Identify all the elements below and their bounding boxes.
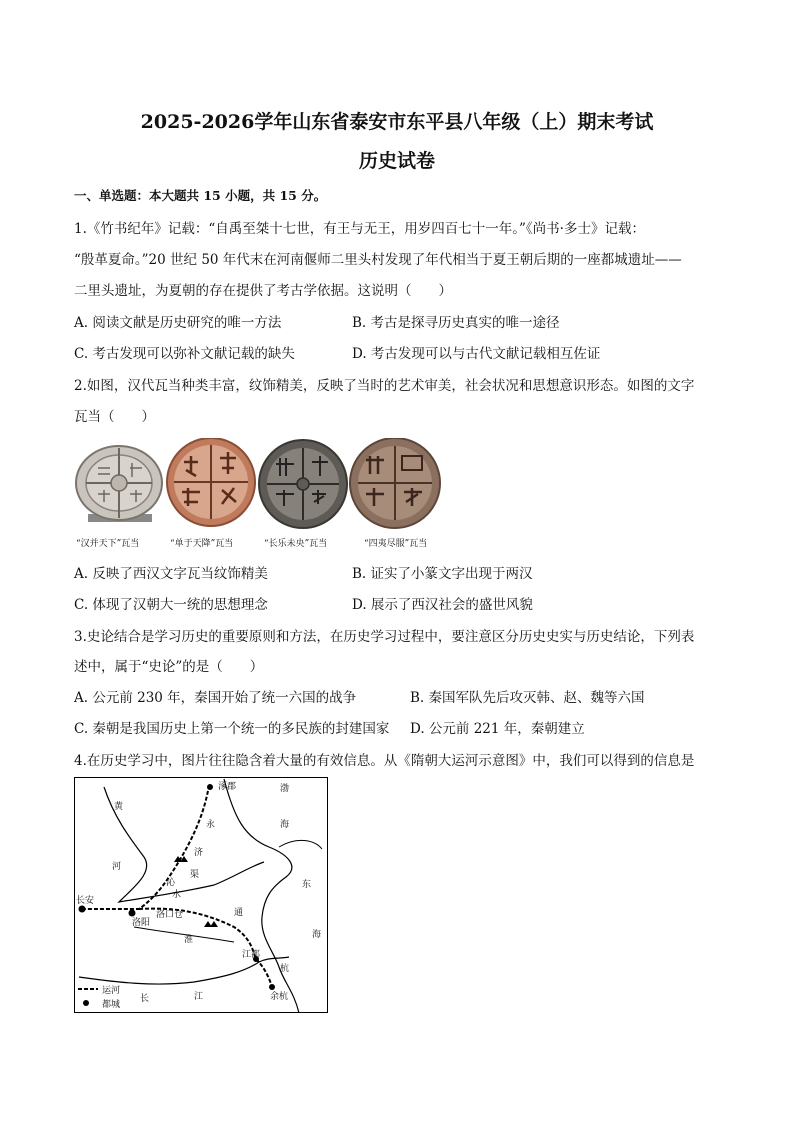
map-label-luokoucang: 洛口仓 <box>156 910 184 920</box>
wadang-images <box>74 438 454 548</box>
q1-line2: “殷革夏命。”20 世纪 50 年代末在河南偃师二里头村发现了年代相当于夏王朝后期的一座都城遗址—— <box>74 252 682 268</box>
q1-line3: 二里头遗址，为夏朝的存在提供了考古学依据。这说明（ ） <box>74 283 452 299</box>
map-label-dong: 东 <box>302 880 312 890</box>
wadang-caption-3: “长乐未央”瓦当 <box>264 539 328 549</box>
map-label-zhuojun: 涿郡 <box>218 782 237 792</box>
map-label-jiangdu: 江都 <box>242 950 261 960</box>
map-label-jiang: 江 <box>194 992 204 1002</box>
wadang-caption-1: “汉并天下”瓦当 <box>76 539 140 549</box>
map-label-changan: 长安 <box>76 896 95 906</box>
q1-line1: 1.《竹书纪年》记载：“自禹至桀十七世，有王与无王，用岁四百七十一年。”《尚书·多士》记载： <box>74 221 645 237</box>
wadang-chanyu-tianjiang <box>167 438 255 526</box>
map-label-qu: 渠 <box>190 870 200 880</box>
exam-subtitle: 历史试卷 <box>358 150 435 172</box>
q2-option-d[interactable]: D. 展示了西汉社会的盛世风貌 <box>352 597 533 613</box>
map-label-he: 河 <box>112 862 122 872</box>
q1-option-c[interactable]: C. 考古发现可以弥补文献记载的缺失 <box>74 346 295 362</box>
map-label-huang: 黄 <box>114 802 124 812</box>
q4-line1: 4.在历史学习中，图片往往隐含着大量的有效信息。从《隋朝大运河示意图》中，我们可以得到的信息是 <box>74 753 695 769</box>
wadang-changle-weiyang <box>259 440 347 528</box>
wadang-caption-4: “四夷尽服”瓦当 <box>364 539 428 549</box>
map-label-ji: 济 <box>194 848 204 858</box>
q2-line2: 瓦当（ ） <box>74 409 155 425</box>
q3-option-b[interactable]: B. 秦国军队先后攻灭韩、赵、魏等六国 <box>410 690 645 706</box>
wadang-siyi-jinfu <box>350 438 440 528</box>
q3-line2: 述中，属于“史论”的是（ ） <box>74 659 264 675</box>
map-label-yuhang: 余杭 <box>270 992 289 1002</box>
map-label-bohai-2: 海 <box>280 820 290 830</box>
map-label-yong: 永 <box>206 820 216 830</box>
exam-title: 2025-2026学年山东省泰安市东平县八年级（上）期末考试 <box>140 111 654 133</box>
q1-option-d[interactable]: D. 考古发现可以与古代文献记载相互佐证 <box>352 346 601 362</box>
map-legend-city: 都城 <box>102 1000 121 1010</box>
q2-option-b[interactable]: B. 证实了小篆文字出现于两汉 <box>352 566 533 582</box>
q2-line1: 2.如图，汉代瓦当种类丰富，纹饰精美，反映了当时的艺术审美，社会状况和思想意识形态。如图的文字 <box>74 378 695 394</box>
q1-option-b[interactable]: B. 考古是探寻历史真实的唯一途径 <box>352 315 560 331</box>
q3-option-c[interactable]: C. 秦朝是我国历史上第一个统一的多民族的封建国家 <box>74 721 390 737</box>
map-label-qin: 沁 <box>166 878 176 888</box>
q2-option-c[interactable]: C. 体现了汉朝大一统的思想理念 <box>74 597 268 613</box>
map-label-shui: 水 <box>172 890 182 900</box>
q2-option-a[interactable]: A. 反映了西汉文字瓦当纹饰精美 <box>74 566 268 582</box>
q3-line1: 3.史论结合是学习历史的重要原则和方法，在历史学习过程中，要注意区分历史史实与历史结论，下列表 <box>74 629 695 645</box>
map-label-hai: 海 <box>312 930 322 940</box>
wadang-caption-2: “单于天降”瓦当 <box>170 539 234 549</box>
map-drawing <box>74 777 328 1013</box>
map-label-chang: 长 <box>140 994 150 1004</box>
sui-canal-map <box>74 777 328 1013</box>
wadang-illustration <box>74 438 454 533</box>
map-legend-canal: 运河 <box>102 986 121 996</box>
map-label-tong: 通 <box>234 908 244 918</box>
map-label-hang: 杭 <box>280 964 290 974</box>
wadang-han-bing-tianxia <box>76 446 162 522</box>
map-label-bohai-1: 渤 <box>280 784 290 794</box>
section-heading: 一、单选题：本大题共 15 小题，共 15 分。 <box>74 188 327 203</box>
map-label-huai: 淮 <box>184 935 194 945</box>
q3-option-d[interactable]: D. 公元前 221 年，秦朝建立 <box>410 721 585 737</box>
q1-option-a[interactable]: A. 阅读文献是历史研究的唯一方法 <box>74 315 282 331</box>
map-label-luoyang: 洛阳 <box>132 918 151 928</box>
q3-option-a[interactable]: A. 公元前 230 年，秦国开始了统一六国的战争 <box>74 690 357 706</box>
